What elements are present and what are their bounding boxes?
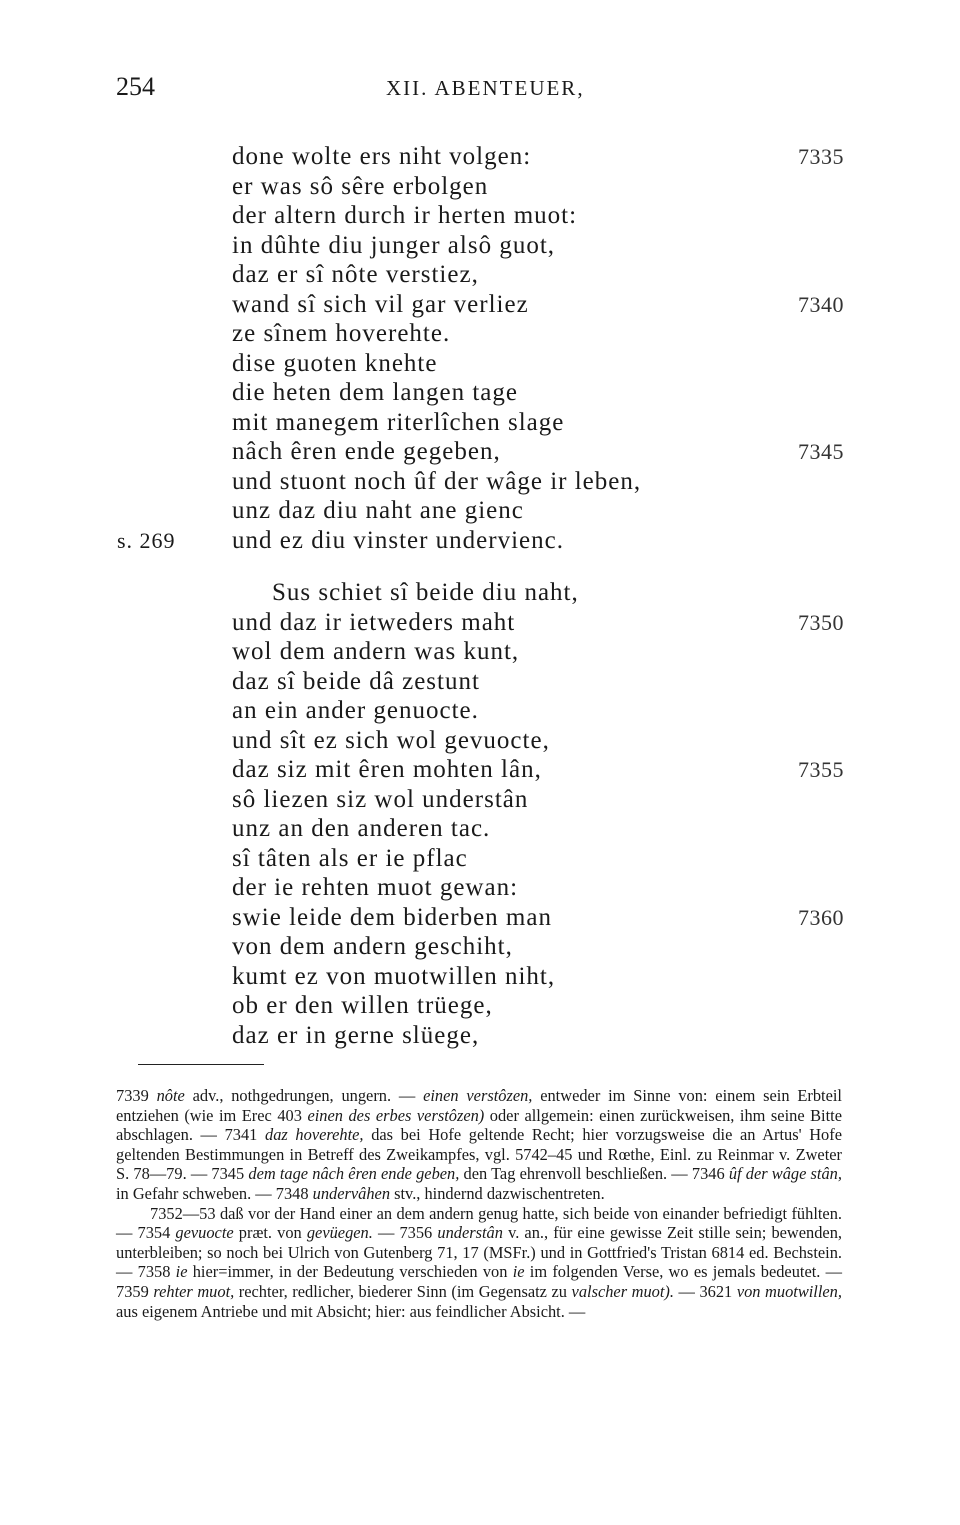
footnote-lemma: understân	[437, 1223, 503, 1243]
footnote-text: im folgenden Verse, wo es jemals bedeutet. — 7359	[116, 1262, 843, 1301]
verse-text: der altern durch ir herten muot:	[232, 202, 578, 229]
verse-text: er was sô sêre erbolgen	[232, 172, 489, 200]
footnote-lemma: gevüegen.	[306, 1223, 373, 1243]
verse-text: daz siz mit êren mohten lân,	[232, 756, 542, 783]
verse-text: sî tâten als er ie pflac	[232, 844, 468, 872]
footnote-text: præt. von	[233, 1223, 307, 1243]
verse-text: daz er sî nôte verstiez,	[232, 261, 479, 288]
verse-line	[232, 814, 844, 844]
verse-text: der ie rehten muot gewan:	[232, 874, 519, 901]
margin-page-reference: s. 269	[117, 527, 176, 553]
verse-text: mit manegem riterlîchen slage	[232, 408, 565, 436]
verse-text: wol dem andern was kunt,	[232, 638, 520, 665]
footnote-lemma: ie	[175, 1262, 188, 1282]
footnote-text: den Tag ehrenvoll beschließen. — 7346	[459, 1164, 729, 1184]
verse-line	[232, 726, 844, 756]
footnotes	[116, 1086, 842, 1321]
verse-text: nâch êren ende gegeben,	[232, 438, 501, 465]
verse-line	[232, 319, 844, 349]
footnote-lemma: einen des erbes verstôzen)	[307, 1105, 485, 1125]
footnote-text: — 7356	[372, 1223, 438, 1243]
verse-line	[232, 991, 844, 1021]
page-header	[116, 72, 846, 106]
footnote-text: aus eigenem Antriebe und mit Absicht; hier: aus feindlicher Absicht. —	[116, 1301, 586, 1321]
footnote-lemma: rehter muot,	[153, 1281, 235, 1301]
verse-text: Sus schiet sî beide diu naht,	[272, 579, 579, 606]
verse-text: und sît ez sich wol gevuocte,	[232, 726, 550, 754]
verse-text: und daz ir ietweders maht	[232, 608, 516, 636]
verse-line	[232, 637, 844, 667]
verse-text: die heten dem langen tage	[232, 379, 518, 406]
verse-line	[232, 378, 844, 408]
verse-line	[232, 608, 844, 638]
running-head: XII. ABENTEUER,	[386, 76, 585, 100]
verse-line	[232, 349, 844, 379]
line-number: 7360	[798, 904, 844, 930]
verse-line	[232, 785, 844, 815]
verse-stanza-2	[232, 578, 844, 1050]
verse-text: an ein ander genuocte.	[232, 697, 479, 724]
footnote-lemma: gevuocte	[175, 1223, 234, 1243]
footnote-lemma: undervâhen	[312, 1183, 391, 1203]
verse-line	[232, 667, 844, 697]
page-number: 254	[116, 72, 155, 101]
verse-text: unz an den anderen tac.	[232, 815, 491, 842]
footnote-lemma: nôte	[156, 1086, 185, 1105]
verse-text: in dûhte diu junger alsô guot,	[232, 231, 556, 259]
footnote-text: in Gefahr schweben. — 7348	[116, 1183, 313, 1203]
footnote-lemma: ie	[512, 1262, 525, 1282]
footnote-text: oder allgemein: einen zurückweisen, ihm seine Bitte abschlagen. — 7341	[116, 1105, 842, 1145]
verse-text: dise guoten knehte	[232, 349, 438, 377]
verse-text: daz er in gerne slüege,	[232, 1021, 480, 1049]
verse-line	[232, 696, 844, 726]
verse-text: daz sî beide dâ zestunt	[232, 667, 480, 695]
verse-line	[232, 1021, 844, 1051]
footnote-lemma: daz hoverehte,	[265, 1125, 364, 1145]
verse-line	[232, 290, 844, 320]
verse-line	[232, 578, 844, 608]
footnote-text: adv., nothgedrungen, ungern. —	[184, 1086, 424, 1105]
footnote-text: 7339	[116, 1086, 157, 1105]
verse-text: swie leide dem biderben man	[232, 903, 552, 931]
verse-line	[232, 844, 844, 874]
verse-line	[232, 467, 844, 497]
footnote-lemma: valscher muot).	[571, 1281, 674, 1301]
verse-line	[232, 172, 844, 202]
footnote-lemma: einen verstôzen,	[423, 1086, 533, 1105]
verse-line	[232, 260, 844, 290]
line-number: 7355	[798, 757, 844, 782]
verse-text: und stuont noch ûf der wâge ir leben,	[232, 467, 642, 495]
verse-line	[232, 231, 844, 261]
verse-stanza-1	[117, 142, 844, 555]
footnote-text: hier=immer, in der Bedeutung verschieden von	[187, 1262, 513, 1282]
verse-line	[232, 873, 844, 903]
verse-line	[232, 408, 844, 438]
verse-line	[117, 526, 844, 556]
verse-text: wand sî sich vil gar verliez	[232, 290, 529, 318]
verse-line	[232, 142, 844, 172]
verse-text: ob er den willen trüege,	[232, 992, 493, 1019]
footnote-text: — 3621	[673, 1281, 737, 1301]
verse-line	[232, 201, 844, 231]
verse-text: ze sînem hoverehte.	[232, 320, 451, 347]
footnote-lemma: von muotwillen,	[736, 1281, 842, 1301]
verse-text: von dem andern geschiht,	[232, 933, 513, 960]
line-number: 7350	[798, 609, 844, 635]
footnote-paragraph	[116, 1204, 842, 1322]
line-number: 7335	[798, 144, 844, 169]
verse-text: und ez diu vinster undervienc.	[232, 526, 564, 554]
footnote-lemma: dem tage nâch êren ende geben,	[248, 1164, 460, 1184]
verse-line	[232, 962, 844, 992]
footnote-divider	[138, 1064, 264, 1065]
verse-line	[232, 755, 844, 785]
verse-line	[232, 437, 844, 467]
line-number: 7345	[798, 439, 844, 464]
footnote-text: entweder im Sinne von: einem sein Erbteil entziehen (wie im Erec 403	[116, 1086, 842, 1125]
verse-text: kumt ez von muotwillen niht,	[232, 962, 556, 990]
footnote-paragraph	[116, 1086, 842, 1204]
footnote-text: 7352—53 daß vor der Hand einer an dem andern genug hatte, sich beide von einander befriedigt fühlten. — 7354	[116, 1203, 842, 1243]
verse-line	[232, 903, 844, 933]
verse-text: unz daz diu naht ane gienc	[232, 497, 524, 524]
verse-line	[232, 496, 844, 526]
footnote-text: stv., hindernd dazwischentreten.	[390, 1183, 605, 1203]
verse-text: sô liezen siz wol understân	[232, 785, 529, 813]
line-number: 7340	[798, 291, 844, 317]
verse-text: done wolte ers niht volgen:	[232, 143, 532, 170]
footnote-text: das bei Hofe geltende Recht; hier vorzugsweise die an Artus' Hofe geltenden Bestimmungen in Betreff des Zweikampfes, vgl. 5742–45 und Rœthe, Einl. zu Reinmar v. Zweter S. 78—79. — 7345	[116, 1125, 842, 1184]
footnote-lemma: ûf der wâge stân,	[728, 1164, 842, 1184]
verse-line	[232, 932, 844, 962]
footnote-text: v. an., für eine gewisse Zeit stille sein; bewenden, unterbleiben; so noch bei Ulrich von Gutenberg 71, 17 (MSFr.) und in Gottfried's Tristan 6814 ed. Bechstein. — 7358	[116, 1223, 842, 1282]
footnote-text: rechter, redlicher, biederer Sinn (im Gegensatz zu	[234, 1281, 572, 1301]
